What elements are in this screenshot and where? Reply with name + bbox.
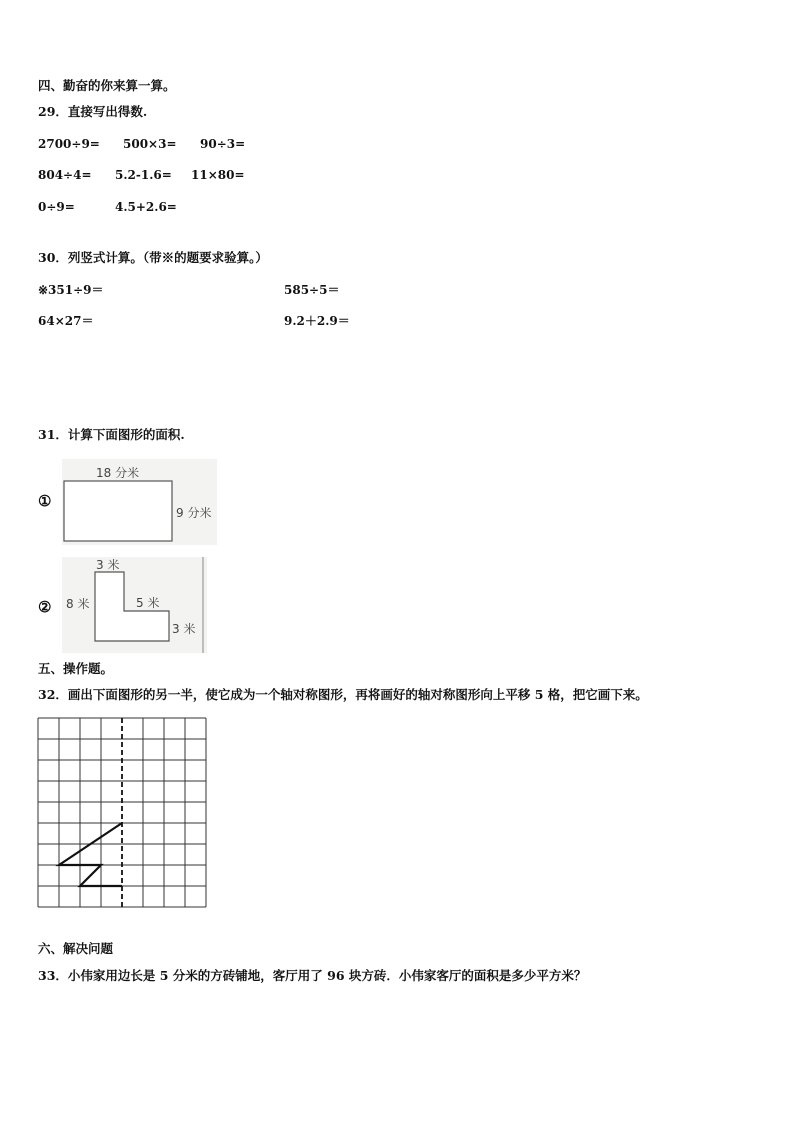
figure-1-top-label: 18 分米 (96, 466, 140, 480)
figure-2-right-label: 3 米 (172, 622, 196, 636)
section-4-heading: 四、勤奋的你来算一算。 (38, 78, 176, 93)
figure-2-top-label: 3 米 (96, 558, 120, 572)
q31-title: 31．计算下面图形的面积. (38, 427, 185, 442)
figure-2-mid-label: 5 米 (136, 596, 160, 610)
q30-item: 9.2＋2.9＝ (284, 314, 350, 328)
q30-item: 64×27＝ (38, 314, 94, 328)
figure-2-marker: ② (38, 598, 52, 616)
q29-item: 4.5+2.6= (115, 200, 177, 214)
q29-item: 0÷9= (38, 200, 75, 214)
q29-title: 29．直接写出得数. (38, 104, 148, 119)
q32-title: 32．画出下面图形的另一半，使它成为一个轴对称图形，再将画好的轴对称图形向上平移 5 格，把它画下来。 (38, 687, 648, 702)
q29-item: 804÷4= (38, 168, 92, 182)
q29-item: 500×3= (123, 137, 177, 151)
q30-item: ※351÷9＝ (38, 283, 104, 297)
rectangle-shape (64, 481, 172, 541)
figure-1-right-label: 9 分米 (176, 506, 212, 520)
figure-1-marker: ① (38, 492, 52, 510)
figure-2-left-label: 8 米 (66, 597, 90, 611)
q30-title: 30．列竖式计算。（带※的题要求验算。） (38, 250, 268, 265)
q29-item: 2700÷9= (38, 137, 100, 151)
section-5-heading: 五、操作题。 (38, 661, 114, 676)
half-figure (59, 823, 122, 886)
figure-2-l-shape (62, 557, 207, 653)
q33-title: 33．小伟家用边长是 5 分米的方砖铺地，客厅用了 96 块方砖．小伟家客厅的面积是多少平方米？ (38, 968, 587, 983)
figure-1-rectangle (62, 459, 217, 545)
figure-1-drawing (62, 459, 217, 545)
q30-item: 585÷5＝ (284, 283, 340, 297)
section-6-heading: 六、解决问题 (38, 941, 114, 956)
drawing-grid (36, 716, 208, 932)
q29-item: 11×80= (191, 168, 245, 182)
q29-item: 90÷3= (200, 137, 246, 151)
grid-svg (36, 716, 208, 932)
figure-2-drawing (62, 557, 207, 653)
q29-item: 5.2-1.6= (115, 168, 172, 182)
